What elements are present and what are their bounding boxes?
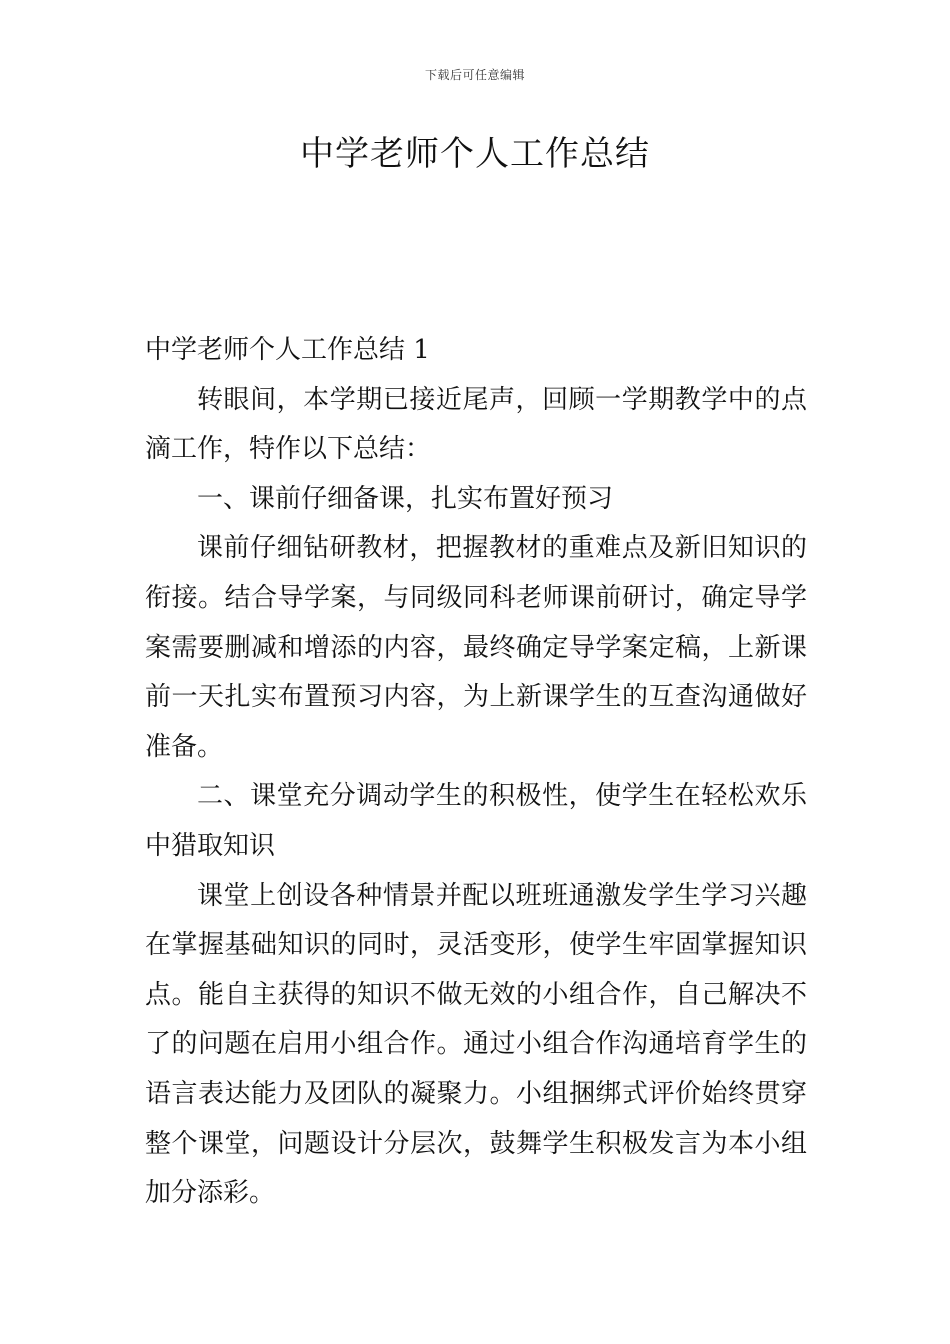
subheading: 二、课堂充分调动学生的积极性，使学生在轻松欢乐中猎取知识	[145, 781, 807, 861]
document-title: 中学老师个人工作总结	[300, 134, 650, 174]
paragraph: 课堂上创设各种情景并配以班班通激发学生学习兴趣在掌握基础知识的同时，灵活变形，使学生牢固掌握知识点。能自主获得的知识不做无效的小组合作，自己解决不了的问题在启用小组合作。通过小组合作沟通培育学生的语言表达能力及团队的凝聚力。小组捆绑式评价始终贯穿整个课堂，问题设计分层次，鼓舞学生积极发言为本小组加分添彩。	[145, 880, 807, 1209]
section-heading: 中学老师个人工作总结 1	[145, 335, 430, 365]
paragraph: 转眼间，本学期已接近尾声，回顾一学期教学中的点滴工作，特作以下总结：	[145, 384, 807, 465]
header-note: 下载后可任意编辑	[424, 68, 525, 82]
subheading: 一、课前仔细备课，扎实布置好预习	[197, 483, 614, 514]
document-body	[145, 326, 807, 1219]
paragraph: 课前仔细钻研教材，把握教材的重难点及新旧知识的衔接。结合导学案，与同级同科老师课前研讨，确定导学案需要删减和增添的内容，最终确定导学案定稿，上新课前一天扎实布置预习内容，为上新课学生的互查沟通做好准备。	[145, 533, 807, 762]
